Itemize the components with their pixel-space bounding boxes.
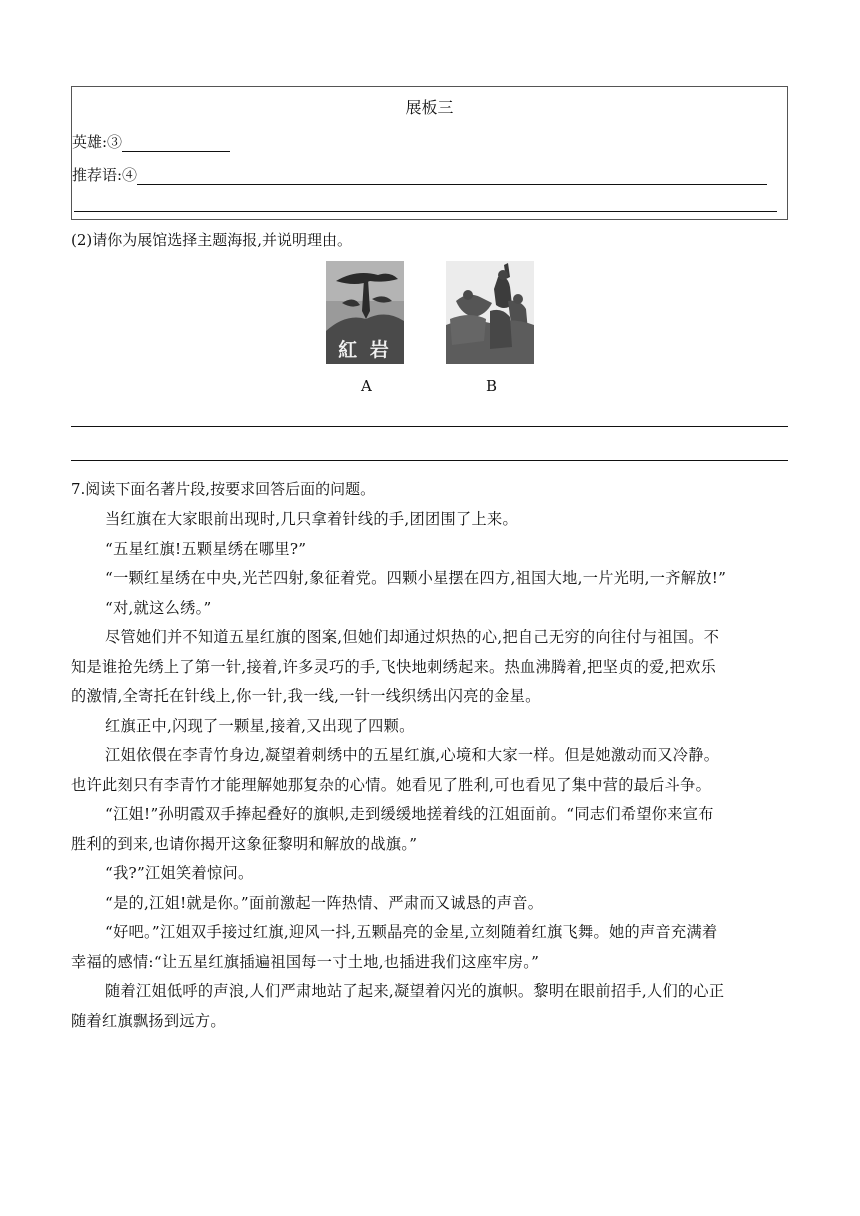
passage-line: “一颗红星绣在中央,光芒四射,象征着党。四颗小星摆在四方,祖国大地,一片光明,一齐解放!” xyxy=(105,569,727,587)
paragraph xyxy=(71,918,789,977)
poster-b-art xyxy=(446,261,534,364)
passage-line: “江姐!”孙明霞双手捧起叠好的旗帜,走到缓缓地搓着线的江姐面前。“同志们希望你来宣布 xyxy=(105,805,714,823)
passage-line: 随着江姐低呼的声浪,人们严肃地站了起来,凝望着闪光的旗帜。黎明在眼前招手,人们的心正 xyxy=(105,982,725,1000)
answer-line-1[interactable] xyxy=(71,426,788,427)
paragraph xyxy=(71,564,789,594)
poster-a-caption: 紅 岩 xyxy=(338,339,392,361)
passage-line: 知是谁抢先绣上了第一针,接着,许多灵巧的手,飞快地刺绣起来。热血沸腾着,把坚贞的爱,把欢乐 xyxy=(71,657,717,676)
display-board-3 xyxy=(71,86,788,220)
question-2: (2)请你为展馆选择主题海报,并说明理由。 xyxy=(71,231,353,249)
paragraph xyxy=(71,889,789,919)
slogan-blank-line-2[interactable] xyxy=(74,211,777,212)
slogan-row xyxy=(72,164,767,185)
paragraph xyxy=(71,712,789,742)
passage-line: 红旗正中,闪现了一颗星,接着,又出现了四颗。 xyxy=(105,716,415,735)
passage-line: 也许此刻只有李青竹才能理解她那复杂的心情。她看见了胜利,可也看见了集中营的最后斗争。 xyxy=(71,775,712,794)
passage-line: 幸福的感情:“让五星红旗插遍祖国每一寸土地,也插进我们这座牢房。” xyxy=(71,952,540,971)
poster-a-image xyxy=(326,261,404,364)
poster-b-image xyxy=(446,261,534,364)
paragraph xyxy=(71,535,789,565)
hero-label: 英雄:③ xyxy=(72,133,123,151)
passage-line: “对,就这么绣。” xyxy=(105,598,212,617)
paragraph xyxy=(71,800,789,859)
passage xyxy=(71,505,789,1036)
answer-line-2[interactable] xyxy=(71,460,788,461)
passage-line: 的激情,全寄托在针线上,你一针,我一线,一针一线织绣出闪亮的金星。 xyxy=(71,687,541,705)
paragraph xyxy=(71,859,789,889)
board-title: 展板三 xyxy=(405,98,454,117)
passage-line: “五星红旗!五颗星绣在哪里?” xyxy=(105,539,307,558)
passage-line: “我?”江姐笑着惊问。 xyxy=(105,864,254,882)
paragraph xyxy=(71,741,789,800)
passage-line: 江姐依偎在李青竹身边,凝望着刺绣中的五星红旗,心境和大家一样。但是她激动而又冷静。 xyxy=(105,746,720,764)
poster-b-label: B xyxy=(486,377,498,395)
slogan-blank[interactable] xyxy=(137,168,767,185)
paragraph xyxy=(71,977,789,1036)
passage-line: 随着红旗飘扬到远方。 xyxy=(71,1011,226,1030)
question-7: 7.阅读下面名著片段,按要求回答后面的问题。 xyxy=(71,480,376,498)
poster-a-label: A xyxy=(361,377,372,395)
passage-line: 胜利的到来,也请你揭开这象征黎明和解放的战旗。” xyxy=(71,834,418,853)
passage-line: “好吧。”江姐双手接过红旗,迎风一抖,五颗晶亮的金星,立刻随着红旗飞舞。她的声音充满着 xyxy=(105,923,718,941)
paragraph xyxy=(71,505,789,535)
passage-line: “是的,江姐!就是你。”面前激起一阵热情、严肃而又诚恳的声音。 xyxy=(105,893,544,912)
paragraph xyxy=(71,594,789,624)
hero-blank[interactable] xyxy=(122,135,230,152)
paragraph xyxy=(71,623,789,712)
passage-line: 尽管她们并不知道五星红旗的图案,但她们却通过炽热的心,把自己无穷的向往付与祖国。不 xyxy=(105,628,720,646)
slogan-label: 推荐语:④ xyxy=(72,166,138,184)
hero-row xyxy=(72,131,230,152)
passage-line: 当红旗在大家眼前出现时,几只拿着针线的手,团团围了上来。 xyxy=(105,510,518,528)
